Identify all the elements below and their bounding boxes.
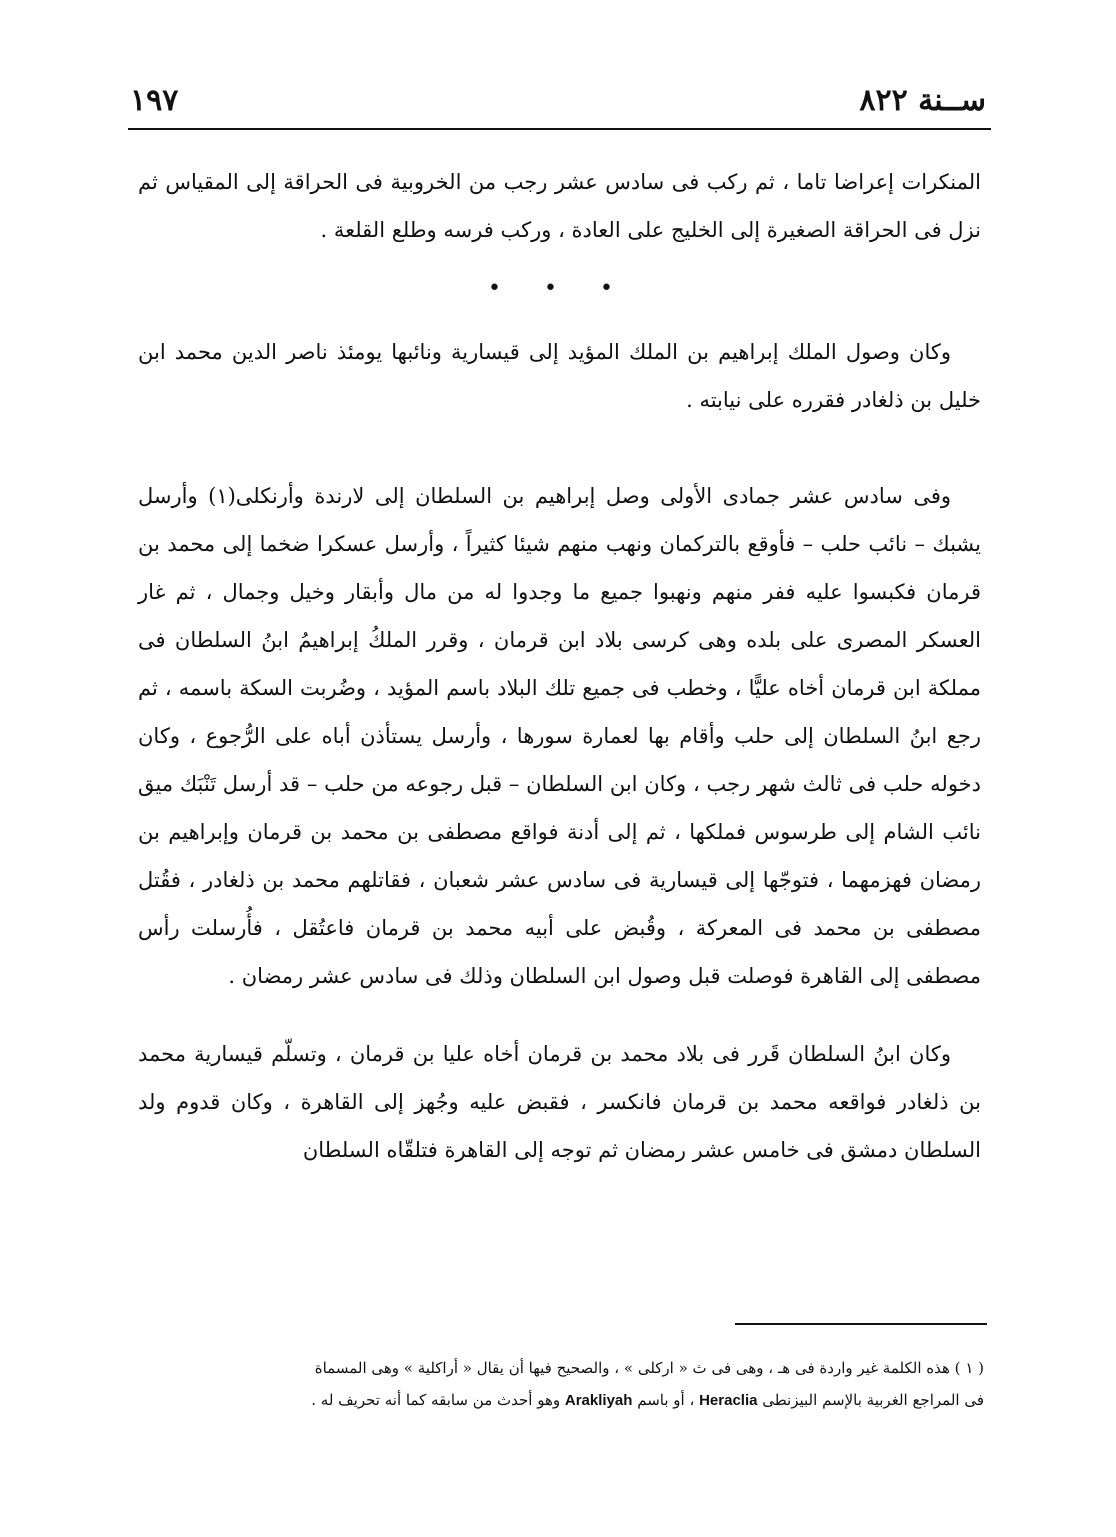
body-text (138, 158, 981, 1174)
footnote-text: ، أو باسم (637, 1391, 695, 1409)
footnote-latin-term: Heraclia (699, 1392, 758, 1409)
footnote (138, 1352, 984, 1417)
page-number: ١٩٧ (130, 82, 179, 118)
footnote-text: وهو أحدث من سابقه كما أنه تحريف له . (311, 1391, 561, 1409)
paragraph-4: وكان ابنُ السلطان قَرر فى بلاد محمد بن قرمان أخاه عليا بن قرمان ، وتسلّم قيسارية محمد بن ذلغادر فواقعه محمد بن قرمان فانكسر ، فقبض عليه وجُهز إلى القاهرة ، وكان قدوم ولد السلطان دمشق فى خامس عشر رمضان ثم توجه إلى القاهرة فتلقّاه السلطان (138, 1042, 981, 1162)
footnote-latin-term: Arakliyah (564, 1392, 633, 1409)
header-rule (128, 128, 991, 130)
paragraph-2: وكان وصول الملك إبراهيم بن الملك المؤيد إلى قيسارية ونائبها يومئذ ناصر الدين محمد ابن خليل بن ذلغادر فقرره على نيابته . (138, 340, 981, 412)
section-separator: • • • (488, 276, 631, 301)
paragraph-1: المنكرات إعراضا تاما ، ثم ركب فى سادس عشر رجب من الخروبية فى الحراقة إلى المقياس ثم نزل فى الحراقة الصغيرة إلى الخليج على العادة ، وركب فرسه وطلع القلعة . (138, 170, 981, 242)
paragraph-gap (138, 1000, 981, 1030)
footnote-line-1: ( ١ ) هذه الكلمة غير واردة فى هـ ، وهى فى ث « اركلى » ، والصحيح فيها أن يقال « أراكلية » وهى المسماة (314, 1359, 984, 1377)
year-label: ســنة ٨٢٢ (859, 82, 986, 118)
footnote-line-2 (138, 1384, 984, 1417)
footnote-rule (735, 1323, 987, 1325)
paragraph-3: وفى سادس عشر جمادى الأولى وصل إبراهيم بن السلطان إلى لارندة وأرنكلى(١) وأرسل يشبك – نائب حلب – فأوقع بالتركمان ونهب منهم شيئا كثيراً ، وأرسل عسكرا ضخما إلى محمد بن قرمان فكبسوا عليه ففر منهم ونهبوا جميع ما وجدوا له من مال وأبقار وخيل وجمال ، ثم غار العسكر المصرى على بلده وهى كرسى بلاد ابن قرمان ، وقرر الملكُ إبراهيمُ ابنُ السلطان فى مملكة ابن قرمان أخاه عليًّا ، وخطب فى جميع تلك البلاد باسم المؤيد ، وضُربت السكة باسمه ، ثم رجع ابنُ السلطان إلى حلب وأقام بها لعمارة سورها ، وأرسل يستأذن أباه على الرُّجوع ، وكان دخوله حلب فى ثالث شهر رجب ، وكان ابن السلطان – قبل رجوعه من حلب – قد أرسل تَنْبَك ميق نائب الشام إلى طرسوس فملكها ، ثم إلى أدنة فواقع مصطفى بن محمد بن قرمان وإبراهيم بن رمضان فهزمهما ، فتوجّها إلى قيسارية فى سادس عشر شعبان ، فقاتلهم محمد بن ذلغادر ، فقُتل مصطفى بن محمد فى المعركة ، وقُبض على أبيه محمد بن قرمان فاعتُقل ، فأُرسلت رأس مصطفى إلى القاهرة فوصلت قبل وصول ابن السلطان وذلك فى سادس عشر رمضان . (138, 484, 981, 988)
page-header (130, 72, 986, 128)
paragraph-gap (138, 424, 981, 472)
footnote-text: فى المراجع الغربية بالإسم البيزنطى (762, 1391, 984, 1409)
